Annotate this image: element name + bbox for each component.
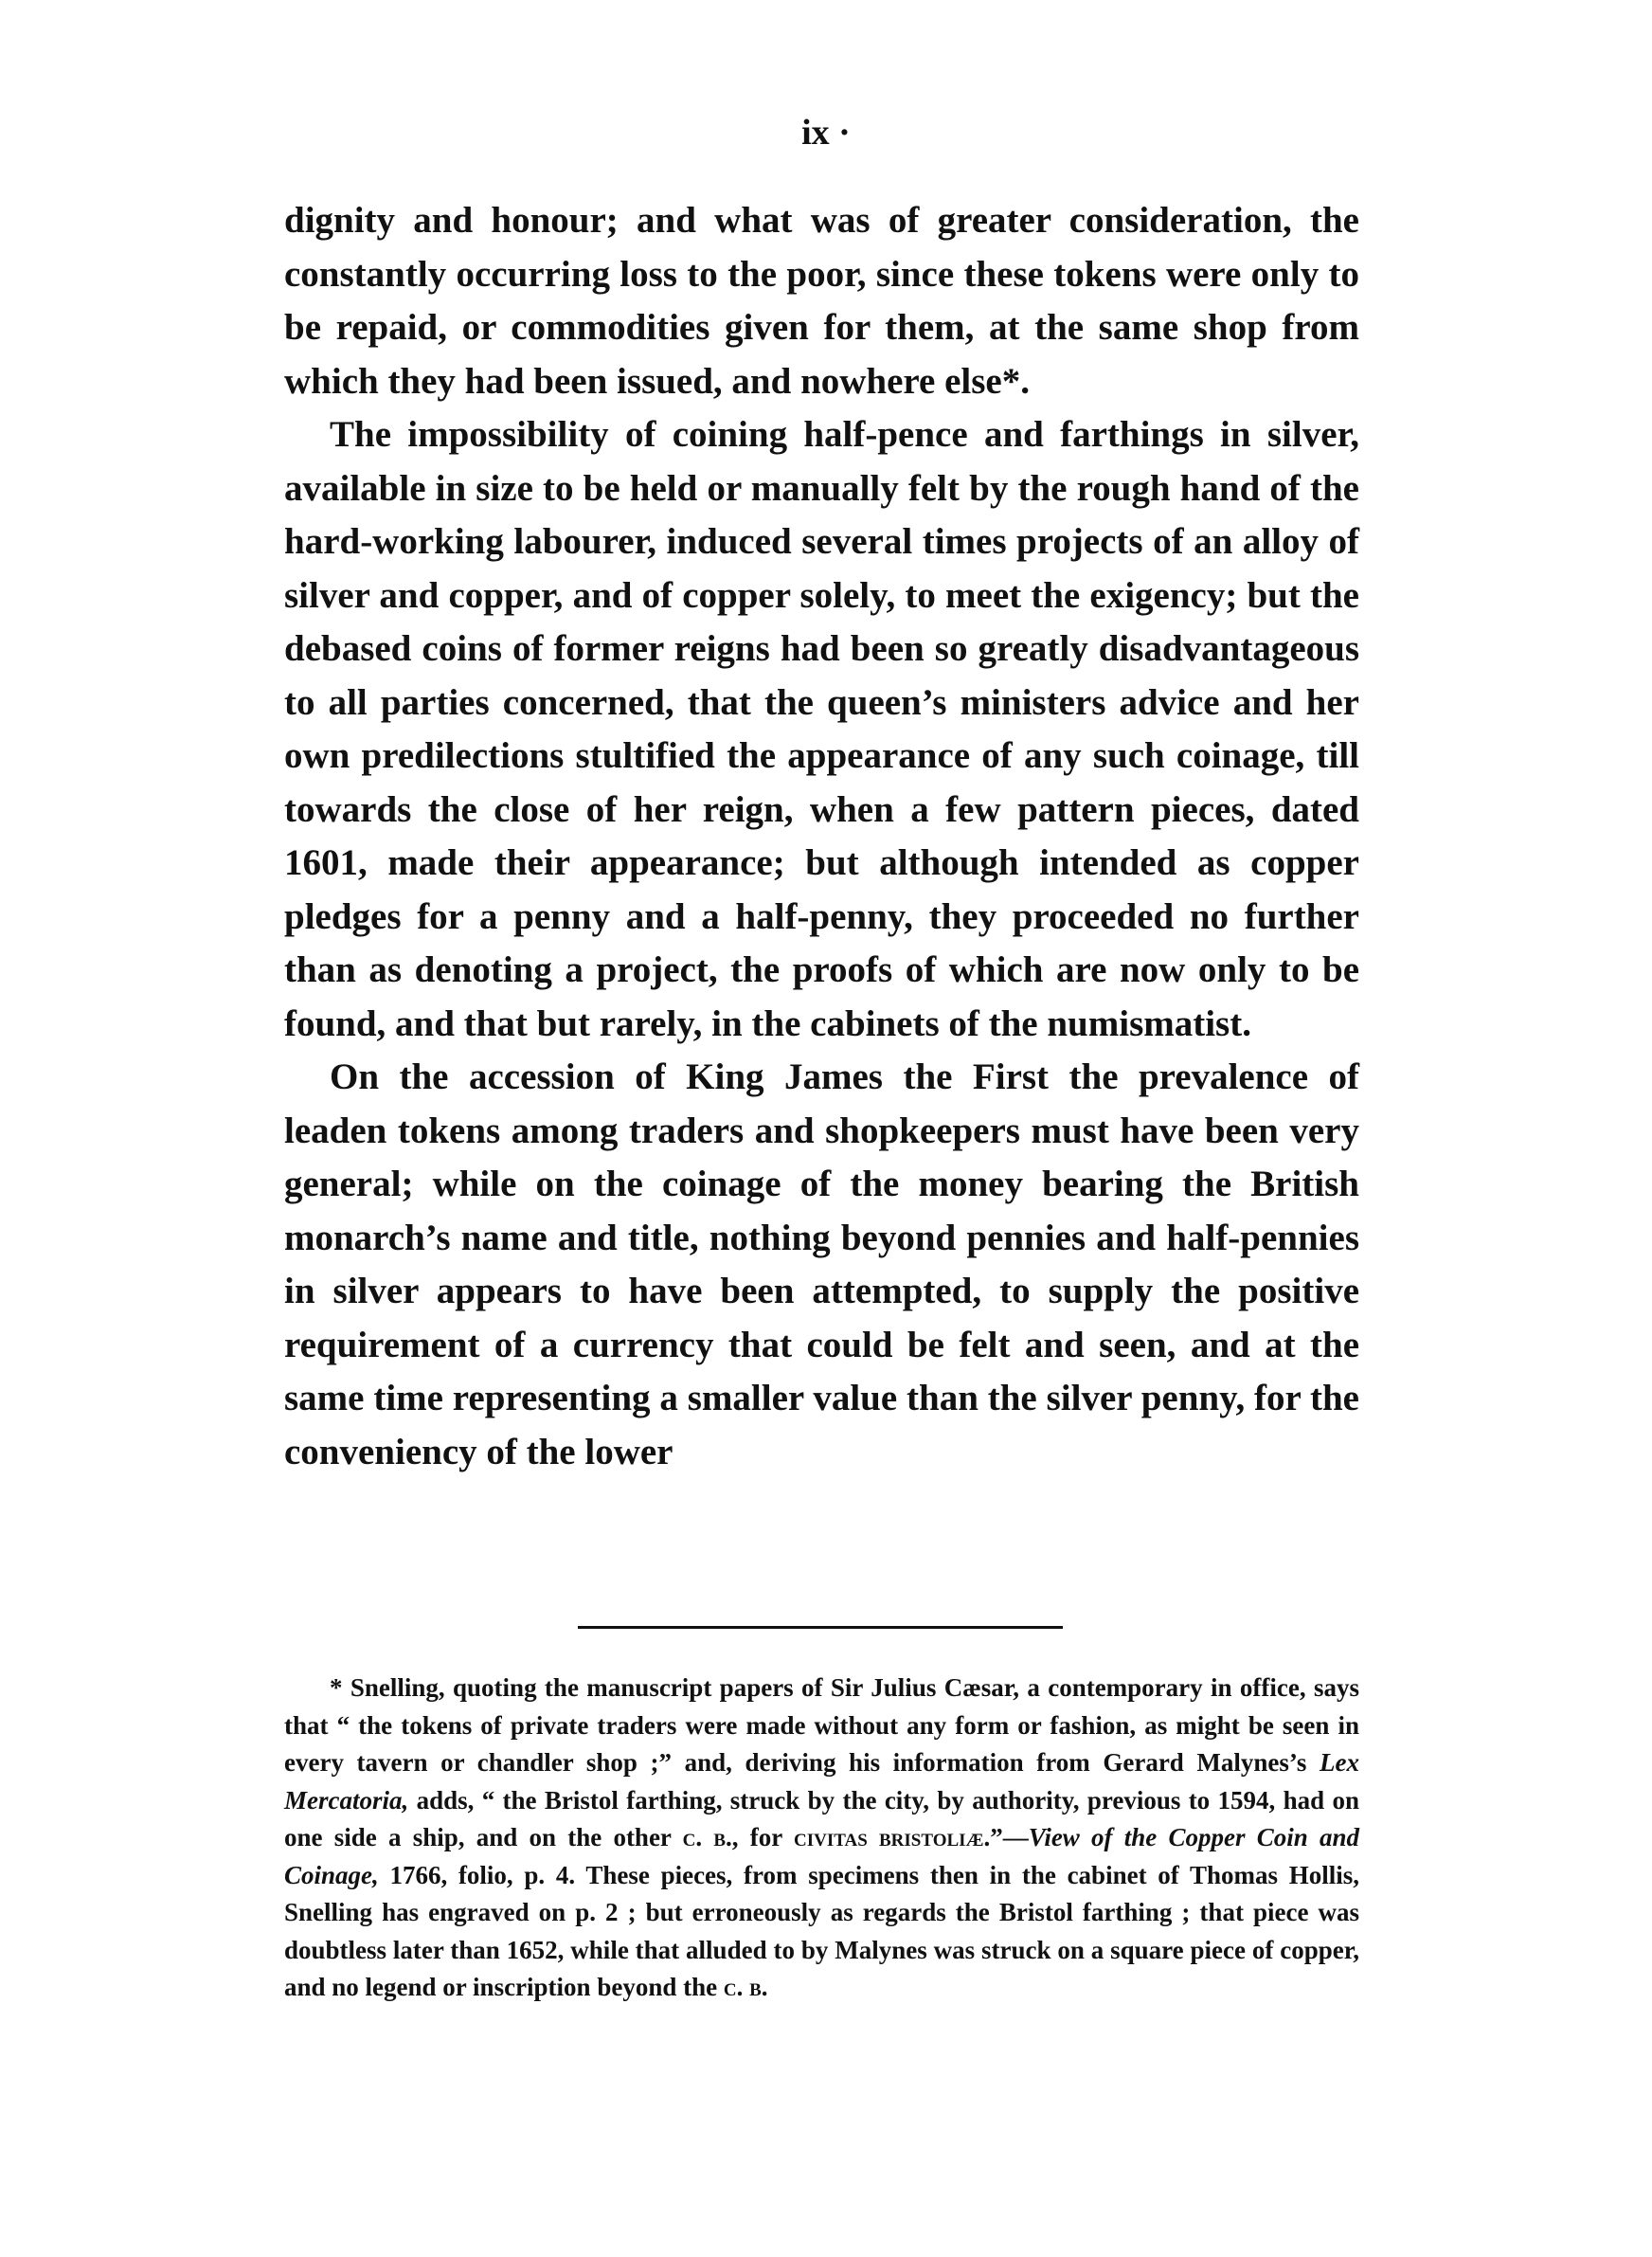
footnote-text-3: for — [738, 1823, 794, 1851]
body-text — [284, 194, 1359, 1479]
footnote-cb-2: c. b. — [723, 1973, 768, 2001]
footnote-cb-1: c. b., — [682, 1823, 739, 1851]
footnote-lex-mercatoria: Lex Mercatoria, — [284, 1748, 1359, 1815]
paragraph-1: dignity and honour; and what was of greater consideration, the constantly occurring loss to the poor, since these tokens were only to be repaid, or commodities given for them, at the same shop from which they had been issued, and nowhere else*. — [284, 200, 1359, 402]
paragraph-3: On the accession of King James the First the prevalence of leaden tokens among traders and shopkeepers must have been very general; while on the coinage of the money bearing the British monarch’s name and title, nothing beyond pennies and half-pennies in silver appears to have been attempted, to supply the positive requirement of a currency that could be felt and seen, and at the same time representing a smaller value than the silver penny, for the conveniency of the lower — [284, 1056, 1359, 1472]
footnote-text-1: * Snelling, quoting the manuscript papers of Sir Julius Cæsar, a contemporary in office, says that “ the tokens of private traders were made without any form or fashion, as might be seen in every tavern or chandler shop ;” and, deriving his information from Gerard Malynes’s — [284, 1673, 1359, 1777]
footnote-view-title: View of the Copper Coin and Coinage, — [284, 1823, 1359, 1889]
footnote-text-4: ”— — [990, 1823, 1029, 1851]
footnote-divider — [578, 1626, 1063, 1629]
page-number: ix · — [801, 113, 851, 153]
footnote-text-5: 1766, folio, p. 4. These pieces, from specimens then in the cabinet of Thomas Hollis, Snelling has engraved on p. 2 ; but erroneously as regards the Bristol farthing ; that piece was doubtless later than 1652, while that alluded to by Malynes was struck on a square piece of copper, and no legend or inscription beyond the — [284, 1860, 1359, 2001]
footnote — [284, 1670, 1359, 2007]
footnote-text-2: adds, “ the Bristol farthing, struck by the city, by authority, previous to 1594, had on one side a ship, and on the other — [284, 1785, 1359, 1851]
footnote-civitas: civitas bristoliæ. — [794, 1823, 991, 1851]
paragraph-2: The impossibility of coining half-pence and farthings in silver, available in size to be held or manually felt by the rough hand of the hard-working labourer, induced several times projects of an alloy of silver and copper, and of copper solely, to meet the exigency; but the debased coins of former reigns had been so greatly disadvantageous to all parties concerned, that the queen’s ministers advice and her own predilections stultified the appearance of any such coinage, till towards the close of her reign, when a few pattern pieces, dated 1601, made their appearance; but although intended as copper pledges for a penny and a half-penny, they proceeded no further than as denoting a project, the proofs of which are now only to be found, and that but rarely, in the cabinets of the numismatist. — [284, 414, 1359, 1044]
